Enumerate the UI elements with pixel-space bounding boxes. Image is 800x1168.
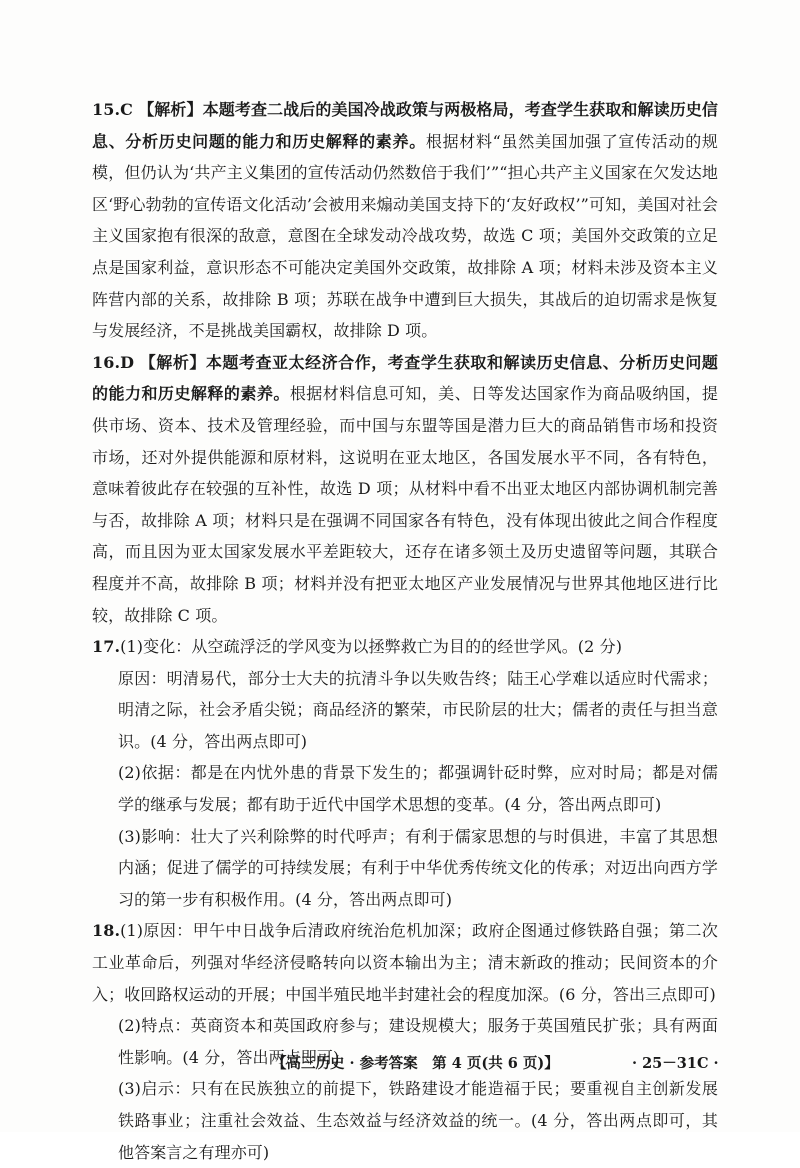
q17-part1: (1)变化：从空疏浮泛的学风变为以拯弊救亡为目的的经世学风。(2 分) [120,637,623,657]
analysis-body: 根据材料信息可知，美、日等发达国家作为商品吸纳国，提供市场、资本、技术及管理经验，而中国与东盟等国是潜力巨大的商品销售市场和投资市场，还对外提供能源和原材料，这说明在亚太地区，各国发展水平不同，各有特色，意味着彼此存在较强的互补性，故选 D 项；从材料中看不出亚太地区内部协调机制完善与否，故排除 A 项；材料只是在强调不同国家各有特色，没有体现出彼此之间合作程度高，而且因为亚太国家发展水平差距较大，还存在诸多领土及历史遗留等问题，其联合程度并不高，故排除 B 项；材料并没有把亚太地区产业发展情况与世界其他地区进行比较，故排除 C 项。 [92,384,718,625]
question-number: 18. [92,921,121,941]
analysis-tag: 【解析】 [139,352,206,372]
question-number: 16.D [92,352,135,372]
q18-part2: (2)特点：英商资本和英国政府参与；建设规模大；服务于英国殖民扩张；具有两面性影响。(4 分，答出两点即可) [118,1016,718,1067]
q17-part1-reason: 原因：明清易代，部分士大夫的抗清斗争以失败告终；陆王心学难以适应时代需求；明清之际，社会矛盾尖锐；商品经济的繁荣，市民阶层的壮大；儒者的责任与担当意识。(4 分，答出两点即可) [118,668,718,751]
q17-part2: (2)依据：都是在内忧外患的背景下发生的；都强调针砭时弊，应对时局；都是对儒学的继承与发展；都有助于近代中国学术思想的变革。(4 分，答出两点即可) [118,763,718,815]
q18-part3: (3)启示：只有在民族独立的前提下，铁路建设才能造福于民；要重视自主创新发展铁路事业；注重社会效益、生态效益与经济效益的统一。(4 分，答出两点即可，其他答案言之有理亦可) [118,1079,718,1162]
question-number: 17. [92,637,121,657]
q18-part1: (1)原因：甲午中日战争后清政府统治危机加深；政府企图通过修铁路自强；第二次工业革命后，列强对华经济侵略转向以资本输出为主；清末新政的推动；民间资本的介入；收回路权运动的开展；中国半殖民地半封建社会的程度加深。(6 分，答出三点即可) [92,921,718,1004]
answer-q15 [92,94,718,347]
analysis-lead: 本题考查二战后的美国冷战政策与两极格局，考查学生获取和解读历史信息、分析历史问题的能力和历史解释的素养。 [92,100,719,151]
answer-q17 [92,631,718,663]
answer-q16 [92,347,718,631]
analysis-tag: 【解析】 [138,100,203,119]
footer-page-info: 【高三历史 · 参考答案 第 4 页(共 6 页)】 [272,1055,559,1072]
answer-q18 [92,915,718,1010]
q17-part3: (3)影响：壮大了兴利除弊的时代呼声；有利于儒家思想的与时俱进，丰富了其思想内涵；促进了儒学的可持续发展；有利于中华优秀传统文化的传承；对迈出向西方学习的第一步有积极作用。(4 分，答出两点即可) [118,826,718,909]
analysis-body: 根据材料“虽然美国加强了宣传活动的规模，但仍认为‘共产主义集团的宣传活动仍然数倍于我们’”“担心共产主义国家在欠发达地区‘野心勃勃的宣传语文化活动’会被用来煽动美国支持下的‘友好政权’”可知，美国对社会主义国家抱有很深的敌意，意图在全球发动冷战攻势，故选 C 项；美国外交政策的立足点是国家利益，意识形态不可能决定美国外交政策，故排除 A 项；材料未涉及资本主义阵营内部的关系，故排除 B 项；苏联在战争中遭到巨大损失，其战后的迫切需求是恢复与发展经济，不是挑战美国霸权，故排除 D 项。 [92,131,718,341]
question-number: 15.C [92,100,133,119]
analysis-lead: 本题考查亚太经济合作，考查学生获取和解读历史信息、分析历史问题的能力和历史解释的素养。 [92,352,718,404]
footer-exam-code: · 25－31C · [632,1055,719,1072]
page-footer [0,1052,800,1080]
answer-content [92,94,718,1168]
